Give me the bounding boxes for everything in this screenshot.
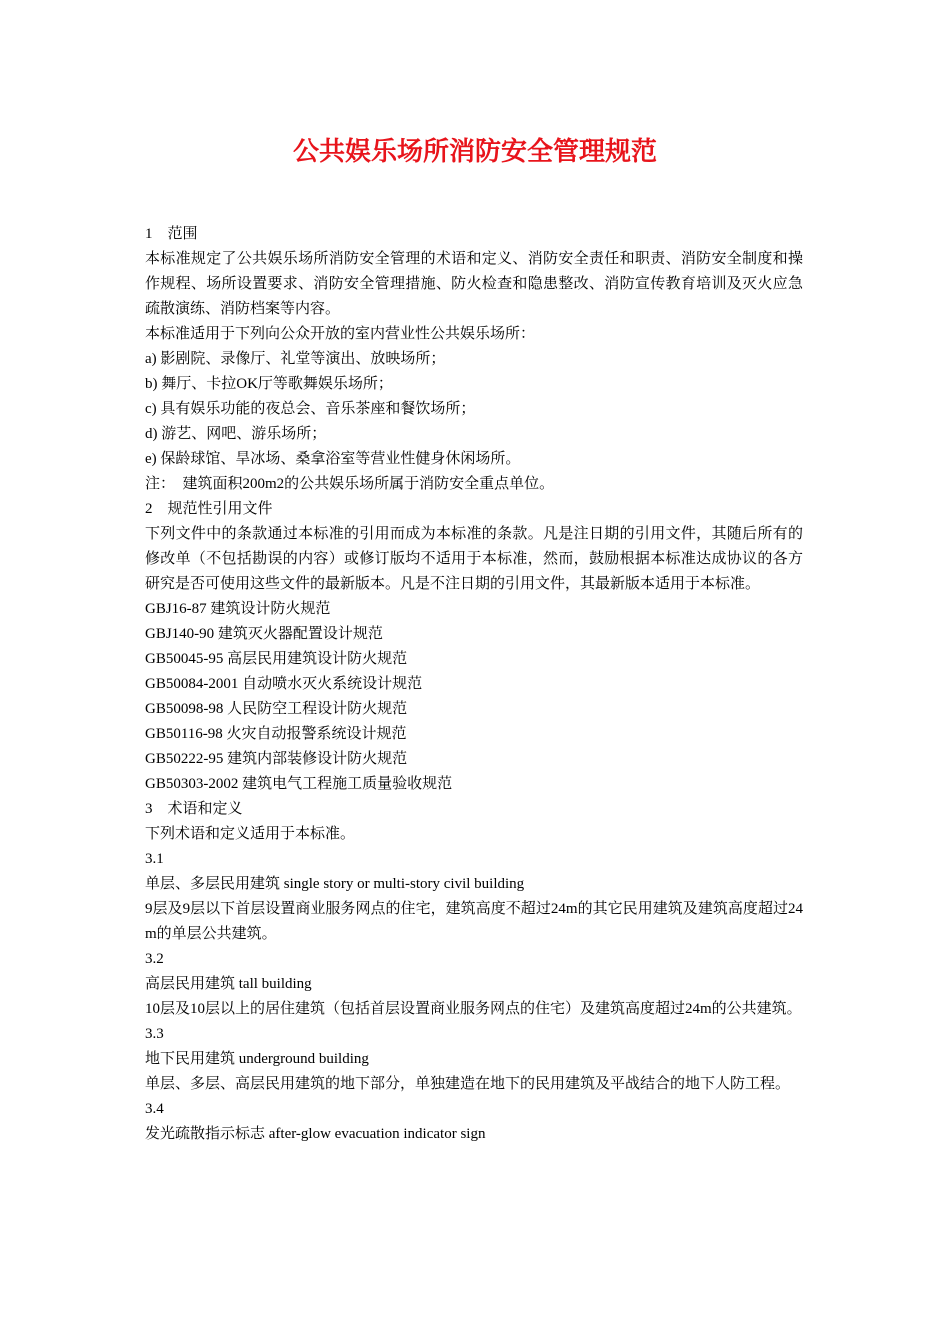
body-paragraph: 本标准适用于下列向公众开放的室内营业性公共娱乐场所： [145, 326, 536, 342]
body-paragraph: 本标准规定了公共娱乐场所消防安全管理的术语和定义、消防安全责任和职责、消防安全制度和操作规程、场所设置要求、消防安全管理措施、防火检查和隐患整改、消防宣传教育培训及灭火应急疏散演练、消防档案等内容。 [145, 251, 803, 317]
document-title: 公共娱乐场所消防安全管理规范 [292, 137, 657, 167]
body-paragraph: GB50045-95 高层民用建筑设计防火规范 [145, 651, 408, 667]
body-paragraph: 单层、多层、高层民用建筑的地下部分，单独建造在地下的民用建筑及平战结合的地下人防工程。 [145, 1076, 791, 1092]
body-paragraph: 10层及10层以上的居住建筑（包括首层设置商业服务网点的住宅）及建筑高度超过24m的公共建筑。 [145, 1001, 802, 1017]
body-paragraph: 1 范围 [145, 226, 198, 242]
body-paragraph: 9层及9层以下首层设置商业服务网点的住宅，建筑高度不超过24m的其它民用建筑及建筑高度超过24m的单层公共建筑。 [145, 901, 803, 942]
body-paragraph: GBJ16-87 建筑设计防火规范 [145, 601, 331, 617]
body-paragraph: 3 术语和定义 [145, 801, 243, 817]
body-paragraph: a) 影剧院、录像厅、礼堂等演出、放映场所； [145, 351, 446, 367]
body-paragraph: 2 规范性引用文件 [145, 501, 273, 517]
body-paragraph: GB50303-2002 建筑电气工程施工质量验收规范 [145, 776, 453, 792]
body-paragraph: 3.2 [145, 951, 164, 967]
body-paragraph: c) 具有娱乐功能的夜总会、音乐茶座和餐饮场所； [145, 401, 476, 417]
body-paragraph: 注： 建筑面积200m2的公共娱乐场所属于消防安全重点单位。 [145, 476, 555, 492]
body-paragraph: GB50084-2001 自动喷水灭火系统设计规范 [145, 676, 423, 692]
body-paragraph: b) 舞厅、卡拉OK厅等歌舞娱乐场所； [145, 376, 393, 392]
body-paragraph: 高层民用建筑 tall building [145, 976, 312, 992]
body-paragraph: 发光疏散指示标志 after-glow evacuation indicator sign [145, 1126, 486, 1142]
body-paragraph: GBJ140-90 建筑灭火器配置设计规范 [145, 626, 383, 642]
body-paragraph: GB50098-98 人民防空工程设计防火规范 [145, 701, 408, 717]
document-body [145, 222, 803, 1147]
body-paragraph: 地下民用建筑 underground building [145, 1051, 369, 1067]
body-paragraph: 下列术语和定义适用于本标准。 [145, 826, 356, 842]
body-paragraph: GB50116-98 火灾自动报警系统设计规范 [145, 726, 407, 742]
body-paragraph: 3.1 [145, 851, 164, 867]
body-paragraph: d) 游艺、网吧、游乐场所； [145, 426, 327, 442]
body-paragraph: 3.4 [145, 1101, 164, 1117]
body-paragraph: GB50222-95 建筑内部装修设计防火规范 [145, 751, 408, 767]
body-paragraph: e) 保龄球馆、旱冰场、桑拿浴室等营业性健身休闲场所。 [145, 451, 521, 467]
body-paragraph: 下列文件中的条款通过本标准的引用而成为本标准的条款。凡是注日期的引用文件，其随后所有的修改单（不包括勘误的内容）或修订版均不适用于本标准，然而，鼓励根据本标准达成协议的各方研究是否可使用这些文件的最新版本。凡是不注日期的引用文件，其最新版本适用于本标准。 [145, 526, 803, 592]
body-paragraph: 单层、多层民用建筑 single story or multi-story civil building [145, 876, 525, 892]
body-paragraph: 3.3 [145, 1026, 164, 1042]
